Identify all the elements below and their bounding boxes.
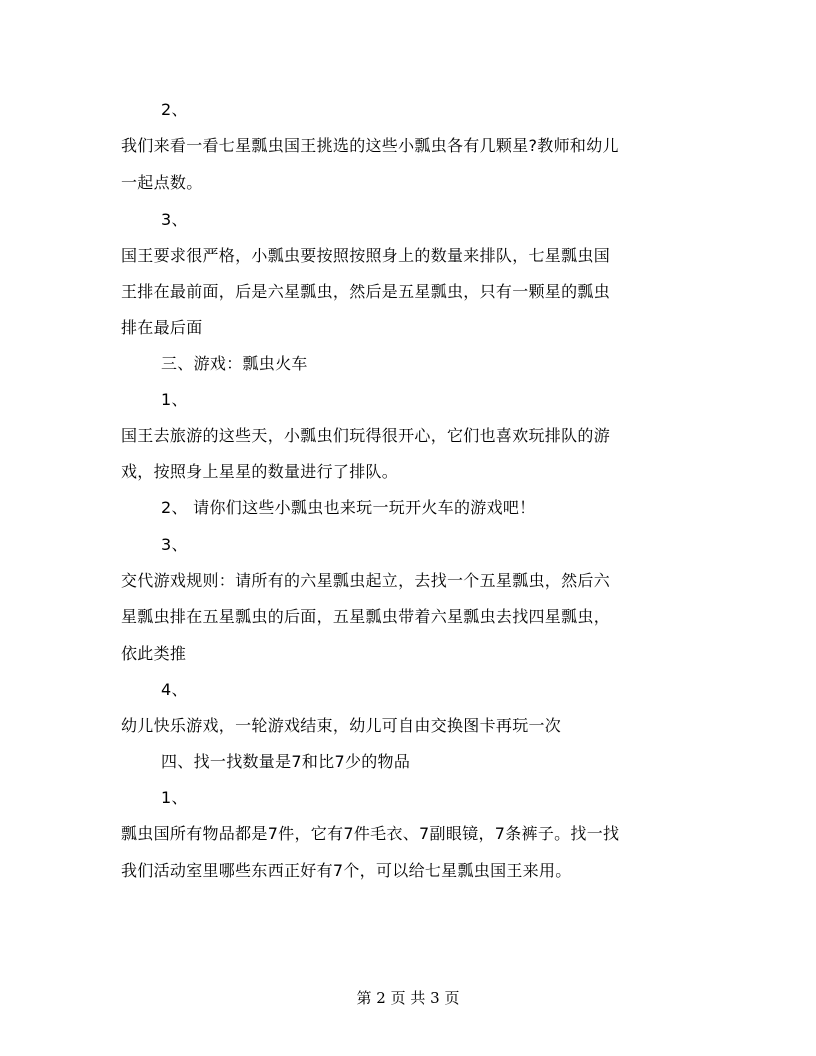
text-line: 王排在最前面，后是六星瓢虫，然后是五星瓢虫，只有一颗星的瓢虫 [121,282,611,301]
text-line: 交代游戏规则：请所有的六星瓢虫起立，去找一个五星瓢虫，然后六 [121,571,611,590]
text-line: 瓢虫国所有物品都是7件，它有7件毛衣、7副眼镜，7条裤子。找一找 [121,824,620,843]
text-line: 依此类推 [121,644,187,663]
page-footer: 第 2 页 共 3 页 [356,989,460,1007]
text-line: 国王要求很严格，小瓢虫要按照按照身上的数量来排队，七星瓢虫国 [121,246,611,265]
section-heading: 四、找一找数量是7和比7少的物品 [161,752,411,771]
section-heading: 三、游戏：瓢虫火车 [161,354,308,373]
text-line: 4、 [161,680,188,699]
text-line: 2、 请你们这些小瓢虫也来玩一玩开火车的游戏吧！ [161,498,536,517]
text-line: 2、 [161,100,188,119]
text-line: 一起点数。 [121,173,203,192]
text-line: 3、 [161,210,188,229]
text-line: 国王去旅游的这些天，小瓢虫们玩得很开心，它们也喜欢玩排队的游 [121,426,611,445]
text-line: 我们来看一看七星瓢虫国王挑选的这些小瓢虫各有几颗星?教师和幼儿 [121,136,619,155]
text-line: 星瓢虫排在五星瓢虫的后面，五星瓢虫带着六星瓢虫去找四星瓢虫， [121,607,611,626]
text-line: 1、 [161,788,188,807]
text-line: 戏，按照身上星星的数量进行了排队。 [121,462,399,481]
text-line: 幼儿快乐游戏，一轮游戏结束，幼儿可自由交换图卡再玩一次 [121,716,562,735]
text-line: 1、 [161,390,188,409]
text-line: 排在最后面 [121,318,203,337]
text-line: 我们活动室里哪些东西正好有7个，可以给七星瓢虫国王来用。 [121,861,572,880]
text-line: 3、 [161,535,188,554]
